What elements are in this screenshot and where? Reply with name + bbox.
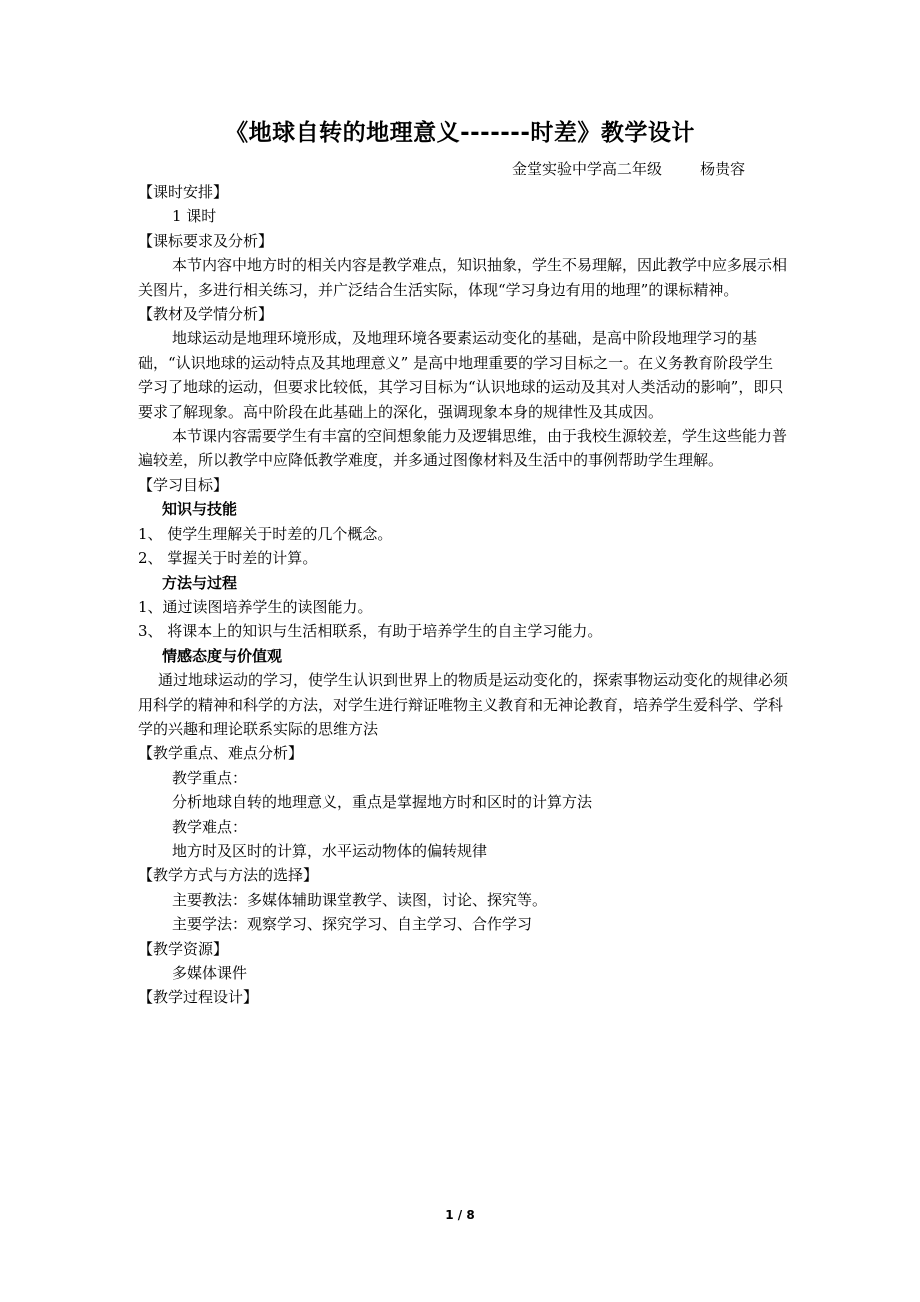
teaching-method: 主要教法：多媒体辅助课堂教学、读图，讨论、探究等。 bbox=[172, 890, 548, 909]
goal-emotion-paragraph: 通过地球运动的学习，使学生认识到世界上的物质是运动变化的，探索事物运动变化的规律必须用科学的精神和科学的方法，对学生进行辩证唯物主义教育和无神论教育，培养学生爱科学、学科学的兴趣和理论联系实际的思维方法 bbox=[138, 671, 789, 738]
material-paragraph-1: 地球运动是地理环境形成，及地理环境各要素运动变化的基础，是高中阶段地理学习的基础，“认识地球的运动特点及其地理意义” 是高中地理重要的学习目标之一。在义务教育阶段学生学习了地球的运动，但要求比较低，其学习目标为“认识地球的运动及其对人类活动的影响”，即只要求了解现象。高中阶段在此基础上的深化，强调现象本身的规律性及其成因。 bbox=[138, 329, 784, 421]
section-header-methods: 【教学方式与方法的选择】 bbox=[138, 866, 319, 885]
goal-method-item-1: 1、通过读图培养学生的读图能力。 bbox=[138, 597, 373, 616]
document-title: 《地球自转的地理意义-------时差》教学设计 bbox=[225, 120, 695, 146]
learning-method: 主要学法：观察学习、探究学习、自主学习、合作学习 bbox=[172, 915, 533, 934]
section-header-goals: 【学习目标】 bbox=[138, 475, 229, 494]
section-header-standard: 【课标要求及分析】 bbox=[138, 231, 274, 250]
standard-paragraph: 本节内容中地方时的相关内容是教学难点，知识抽象，学生不易理解，因此教学中应多展示相关图片，多进行相关练习，并广泛结合生活实际，体现“学习身边有用的地理”的课标精神。 bbox=[138, 256, 788, 299]
goal-method-item-3: 3、 将课本上的知识与生活相联系，有助于培养学生的自主学习能力。 bbox=[138, 622, 603, 641]
section-header-material: 【教材及学情分析】 bbox=[138, 305, 274, 324]
section-header-key-points: 【教学重点、难点分析】 bbox=[138, 744, 304, 763]
goal-knowledge-item-1: 1、 使学生理解关于时差的几个概念。 bbox=[138, 524, 393, 543]
material-paragraph-2: 本节课内容需要学生有丰富的空间想象能力及逻辑思维，由于我校生源较差，学生这些能力普遍较差，所以教学中应降低教学难度，并多通过图像材料及生活中的事例帮助学生理解。 bbox=[138, 427, 788, 470]
key-point-value: 分析地球自转的地理意义，重点是掌握地方时和区时的计算方法 bbox=[172, 793, 593, 812]
section-header-process: 【教学过程设计】 bbox=[138, 988, 259, 1007]
goal-knowledge-title: 知识与技能 bbox=[162, 500, 238, 519]
difficulty-label: 教学难点： bbox=[172, 817, 248, 836]
goal-knowledge-item-2: 2、 掌握关于时差的计算。 bbox=[138, 549, 318, 568]
key-point-label: 教学重点： bbox=[172, 768, 248, 787]
section-header-resources: 【教学资源】 bbox=[138, 939, 229, 958]
section-header-schedule: 【课时安排】 bbox=[138, 183, 229, 201]
goal-emotion-title: 情感态度与价值观 bbox=[162, 646, 283, 665]
page-number: 1 / 8 bbox=[445, 1208, 475, 1222]
difficulty-value: 地方时及区时的计算，水平运动物体的偏转规律 bbox=[172, 841, 488, 860]
document-body bbox=[138, 180, 788, 1010]
schedule-value: 1 课时 bbox=[172, 207, 217, 226]
author-line: 金堂实验中学高二年级 杨贵容 bbox=[512, 160, 746, 178]
goal-method-title: 方法与过程 bbox=[162, 573, 238, 592]
resource-value: 多媒体课件 bbox=[172, 964, 248, 982]
